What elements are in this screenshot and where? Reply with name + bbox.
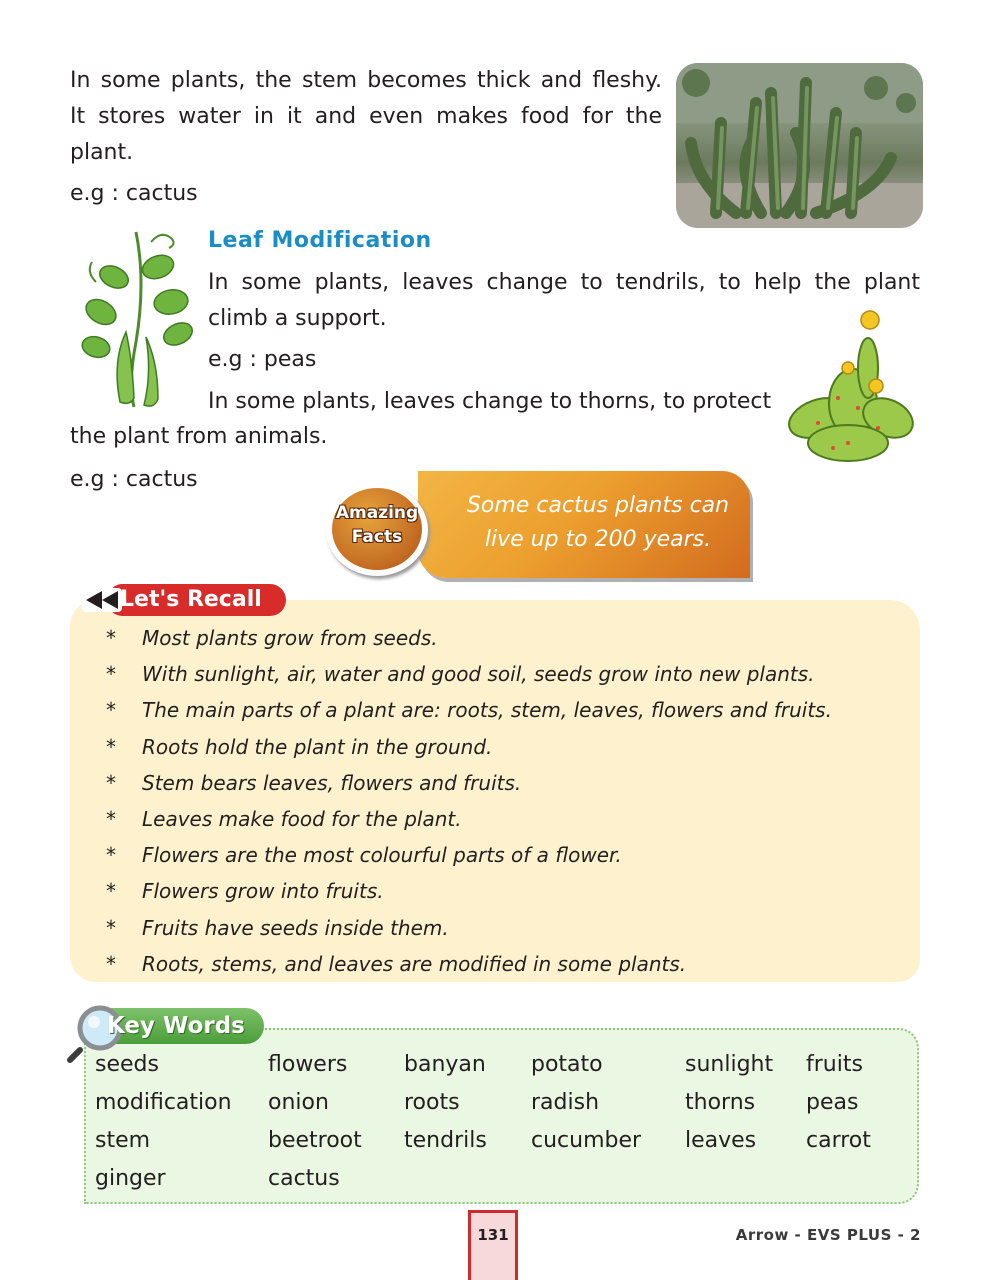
recall-item-text: Leaves make food for the plant. xyxy=(142,807,462,832)
intro-line-2: It stores water in it and even makes food for the xyxy=(70,104,662,129)
key-word: roots xyxy=(404,1090,460,1115)
thorn-line-2: the plant from animals. xyxy=(70,424,328,449)
recall-bullet: * xyxy=(106,626,116,650)
key-word: sunlight xyxy=(685,1052,774,1077)
recall-item-text: Most plants grow from seeds. xyxy=(142,626,438,650)
key-word: seeds xyxy=(95,1052,159,1077)
recall-item-text: Roots, stems, and leaves are modified in some plants. xyxy=(142,951,687,976)
recall-item-text: The main parts of a plant are: roots, stem, leaves, flowers and fruits. xyxy=(142,698,832,723)
amazing-facts-text xyxy=(448,489,748,557)
key-word: onion xyxy=(268,1090,329,1115)
key-word: leaves xyxy=(685,1128,757,1153)
key-word: radish xyxy=(531,1090,600,1115)
tendril-line-1: In some plants, leaves change to tendrils, to help the plant xyxy=(208,270,920,295)
key-word: peas xyxy=(806,1090,859,1115)
recall-item xyxy=(106,910,832,946)
rewind-arrows-icon xyxy=(82,588,122,612)
key-word: thorns xyxy=(685,1090,756,1115)
key-word: cactus xyxy=(268,1166,340,1191)
recall-bullet: * xyxy=(106,807,116,832)
key-word: potato xyxy=(531,1052,603,1077)
thorn-line-1: In some plants, leaves change to thorns, to protect xyxy=(208,389,772,414)
recall-bullet: * xyxy=(106,698,116,723)
recall-item-text: Fruits have seeds inside them. xyxy=(142,915,449,940)
leaf-modification-heading: Leaf Modification xyxy=(208,228,432,253)
recall-bullet: * xyxy=(106,770,116,795)
recall-title: Let's Recall xyxy=(120,587,262,612)
key-word: modification xyxy=(95,1090,232,1115)
key-words-title: Key Words xyxy=(107,1013,245,1039)
recall-item xyxy=(106,620,832,656)
tendril-line-2: climb a support. xyxy=(208,306,387,331)
intro-line-1: In some plants, the stem becomes thick and fleshy. xyxy=(70,68,662,93)
recall-bullet: * xyxy=(106,915,116,940)
page-number-box xyxy=(468,1210,518,1280)
key-word: beetroot xyxy=(268,1128,362,1153)
recall-item-text: Roots hold the plant in the ground. xyxy=(142,734,493,759)
recall-list xyxy=(106,620,832,982)
prickly-pear-cactus-illustration xyxy=(778,308,918,468)
pea-plant-illustration xyxy=(66,222,206,412)
key-word: cucumber xyxy=(531,1128,642,1153)
amazing-facts-line-2: live up to 200 years. xyxy=(484,527,712,552)
key-word: fruits xyxy=(806,1052,863,1077)
key-word: tendrils xyxy=(404,1128,487,1153)
amazing-facts-badge-word-1: Amazing xyxy=(335,503,419,523)
tendril-example: e.g : peas xyxy=(208,347,317,372)
recall-item xyxy=(106,946,832,982)
recall-bullet: * xyxy=(106,951,116,976)
recall-item xyxy=(106,765,832,801)
key-word: ginger xyxy=(95,1166,166,1191)
recall-item-text: Flowers grow into fruits. xyxy=(142,879,384,904)
recall-item-text: With sunlight, air, water and good soil, seeds grow into new plants. xyxy=(142,662,815,687)
recall-item xyxy=(106,801,832,837)
recall-item-text: Flowers are the most colourful parts of a flower. xyxy=(142,843,622,868)
thorn-example: e.g : cactus xyxy=(70,467,198,492)
recall-item xyxy=(106,656,832,692)
recall-item xyxy=(106,729,832,765)
book-title: Arrow - EVS PLUS - 2 xyxy=(735,1226,921,1244)
page-number: 131 xyxy=(477,1226,509,1244)
key-word: banyan xyxy=(404,1052,486,1077)
recall-item xyxy=(106,837,832,873)
key-word: stem xyxy=(95,1128,151,1153)
recall-item xyxy=(106,692,832,728)
recall-bullet: * xyxy=(106,843,116,868)
recall-bullet: * xyxy=(106,879,116,904)
recall-bullet: * xyxy=(106,662,116,687)
key-word: carrot xyxy=(806,1128,871,1153)
cactus-photo xyxy=(676,63,923,228)
amazing-facts-line-1: Some cactus plants can xyxy=(466,493,730,518)
key-word: flowers xyxy=(268,1052,348,1077)
intro-line-3: plant. xyxy=(70,140,134,165)
amazing-facts-badge-word-2: Facts xyxy=(351,527,403,547)
recall-item xyxy=(106,873,832,909)
intro-example: e.g : cactus xyxy=(70,181,198,206)
recall-bullet: * xyxy=(106,734,116,759)
intro-paragraph xyxy=(70,63,662,171)
recall-item-text: Stem bears leaves, flowers and fruits. xyxy=(142,770,522,795)
